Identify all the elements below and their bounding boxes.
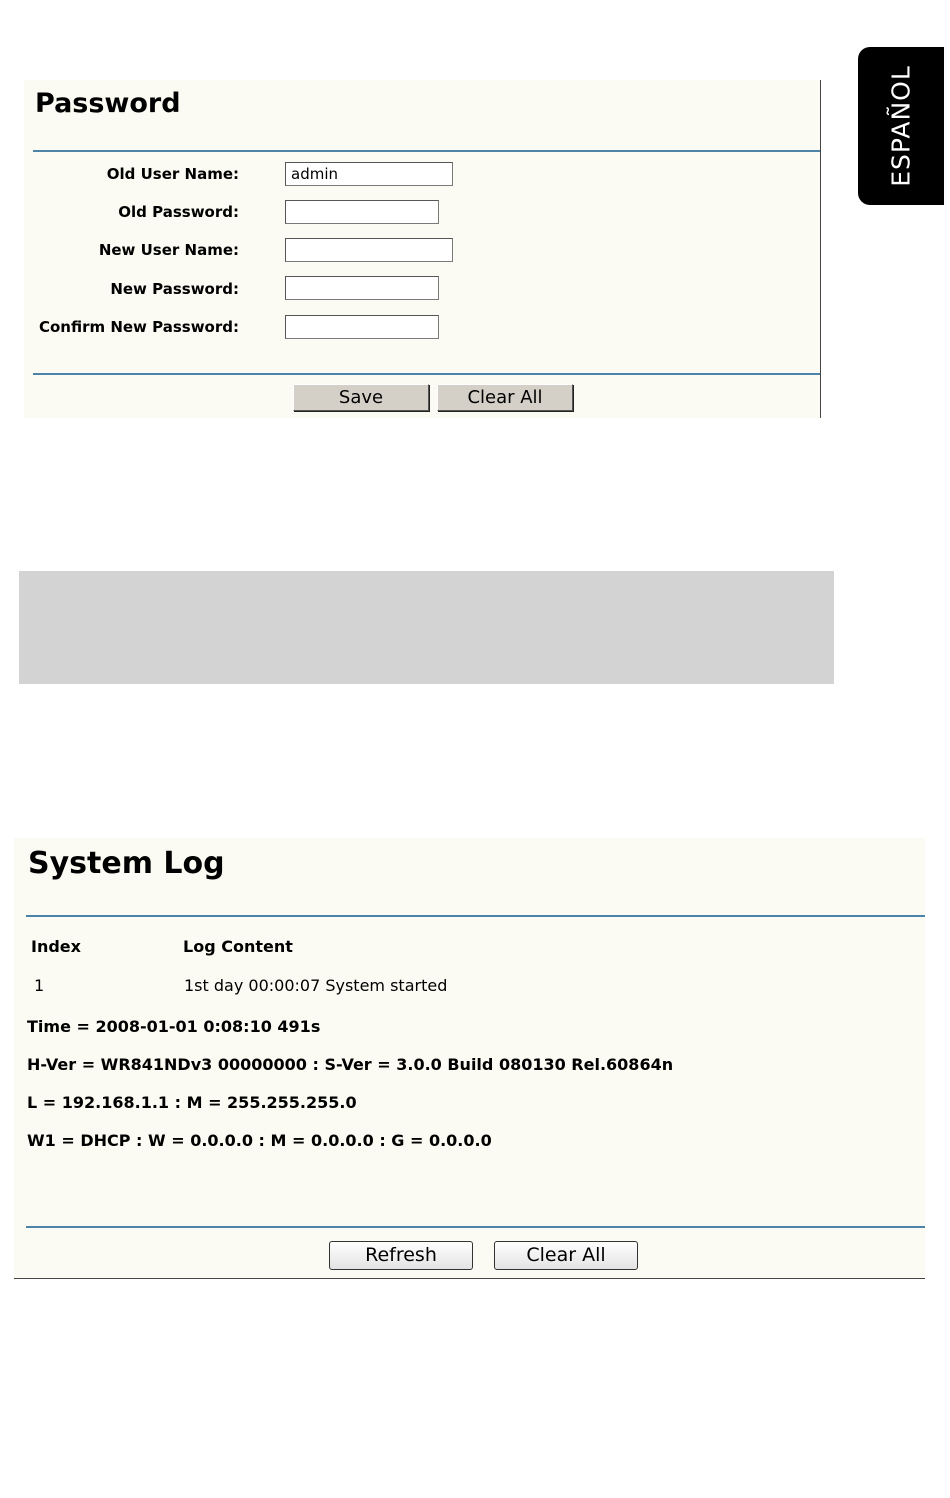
old-user-name-input[interactable]: admin <box>285 162 453 186</box>
log-wan-line: W1 = DHCP : W = 0.0.0.0 : M = 0.0.0.0 : G = 0.0.0.0 <box>27 1131 492 1150</box>
log-version-line: H-Ver = WR841NDv3 00000000 : S-Ver = 3.0.0 Build 080130 Rel.60864n <box>27 1055 674 1074</box>
password-clear-all-button[interactable]: Clear All <box>437 384 573 411</box>
new-user-name-label: New User Name: <box>98 241 239 259</box>
log-clear-all-button[interactable]: Clear All <box>494 1241 638 1270</box>
system-log-title: System Log <box>28 846 225 881</box>
table-row-content: 1st day 00:00:07 System started <box>184 976 448 995</box>
new-password-label: New Password: <box>110 280 239 298</box>
password-title: Password <box>35 88 181 119</box>
system-log-panel <box>14 838 925 1279</box>
password-panel <box>24 80 821 418</box>
new-user-name-input[interactable] <box>285 238 453 262</box>
system-log-footer-divider <box>26 1226 925 1228</box>
language-side-tab-label: ESPAÑOL <box>886 65 916 187</box>
old-password-label: Old Password: <box>118 203 239 221</box>
confirm-new-password-input[interactable] <box>285 315 439 339</box>
system-log-header-divider <box>26 915 925 917</box>
table-row-index: 1 <box>34 976 45 995</box>
log-lan-line: L = 192.168.1.1 : M = 255.255.255.0 <box>27 1093 357 1112</box>
old-user-name-label: Old User Name: <box>106 165 239 183</box>
log-time-line: Time = 2008-01-01 0:08:10 491s <box>27 1017 321 1036</box>
password-header-divider <box>33 150 820 152</box>
language-side-tab <box>858 47 944 205</box>
log-content-column-header: Log Content <box>183 937 293 956</box>
old-password-input[interactable] <box>285 200 439 224</box>
password-footer-divider <box>33 373 820 375</box>
index-column-header: Index <box>31 937 81 956</box>
save-button[interactable]: Save <box>293 384 429 411</box>
refresh-button[interactable]: Refresh <box>329 1241 473 1270</box>
blank-gray-band <box>19 571 834 684</box>
new-password-input[interactable] <box>285 276 439 300</box>
confirm-new-password-label: Confirm New Password: <box>38 318 239 336</box>
